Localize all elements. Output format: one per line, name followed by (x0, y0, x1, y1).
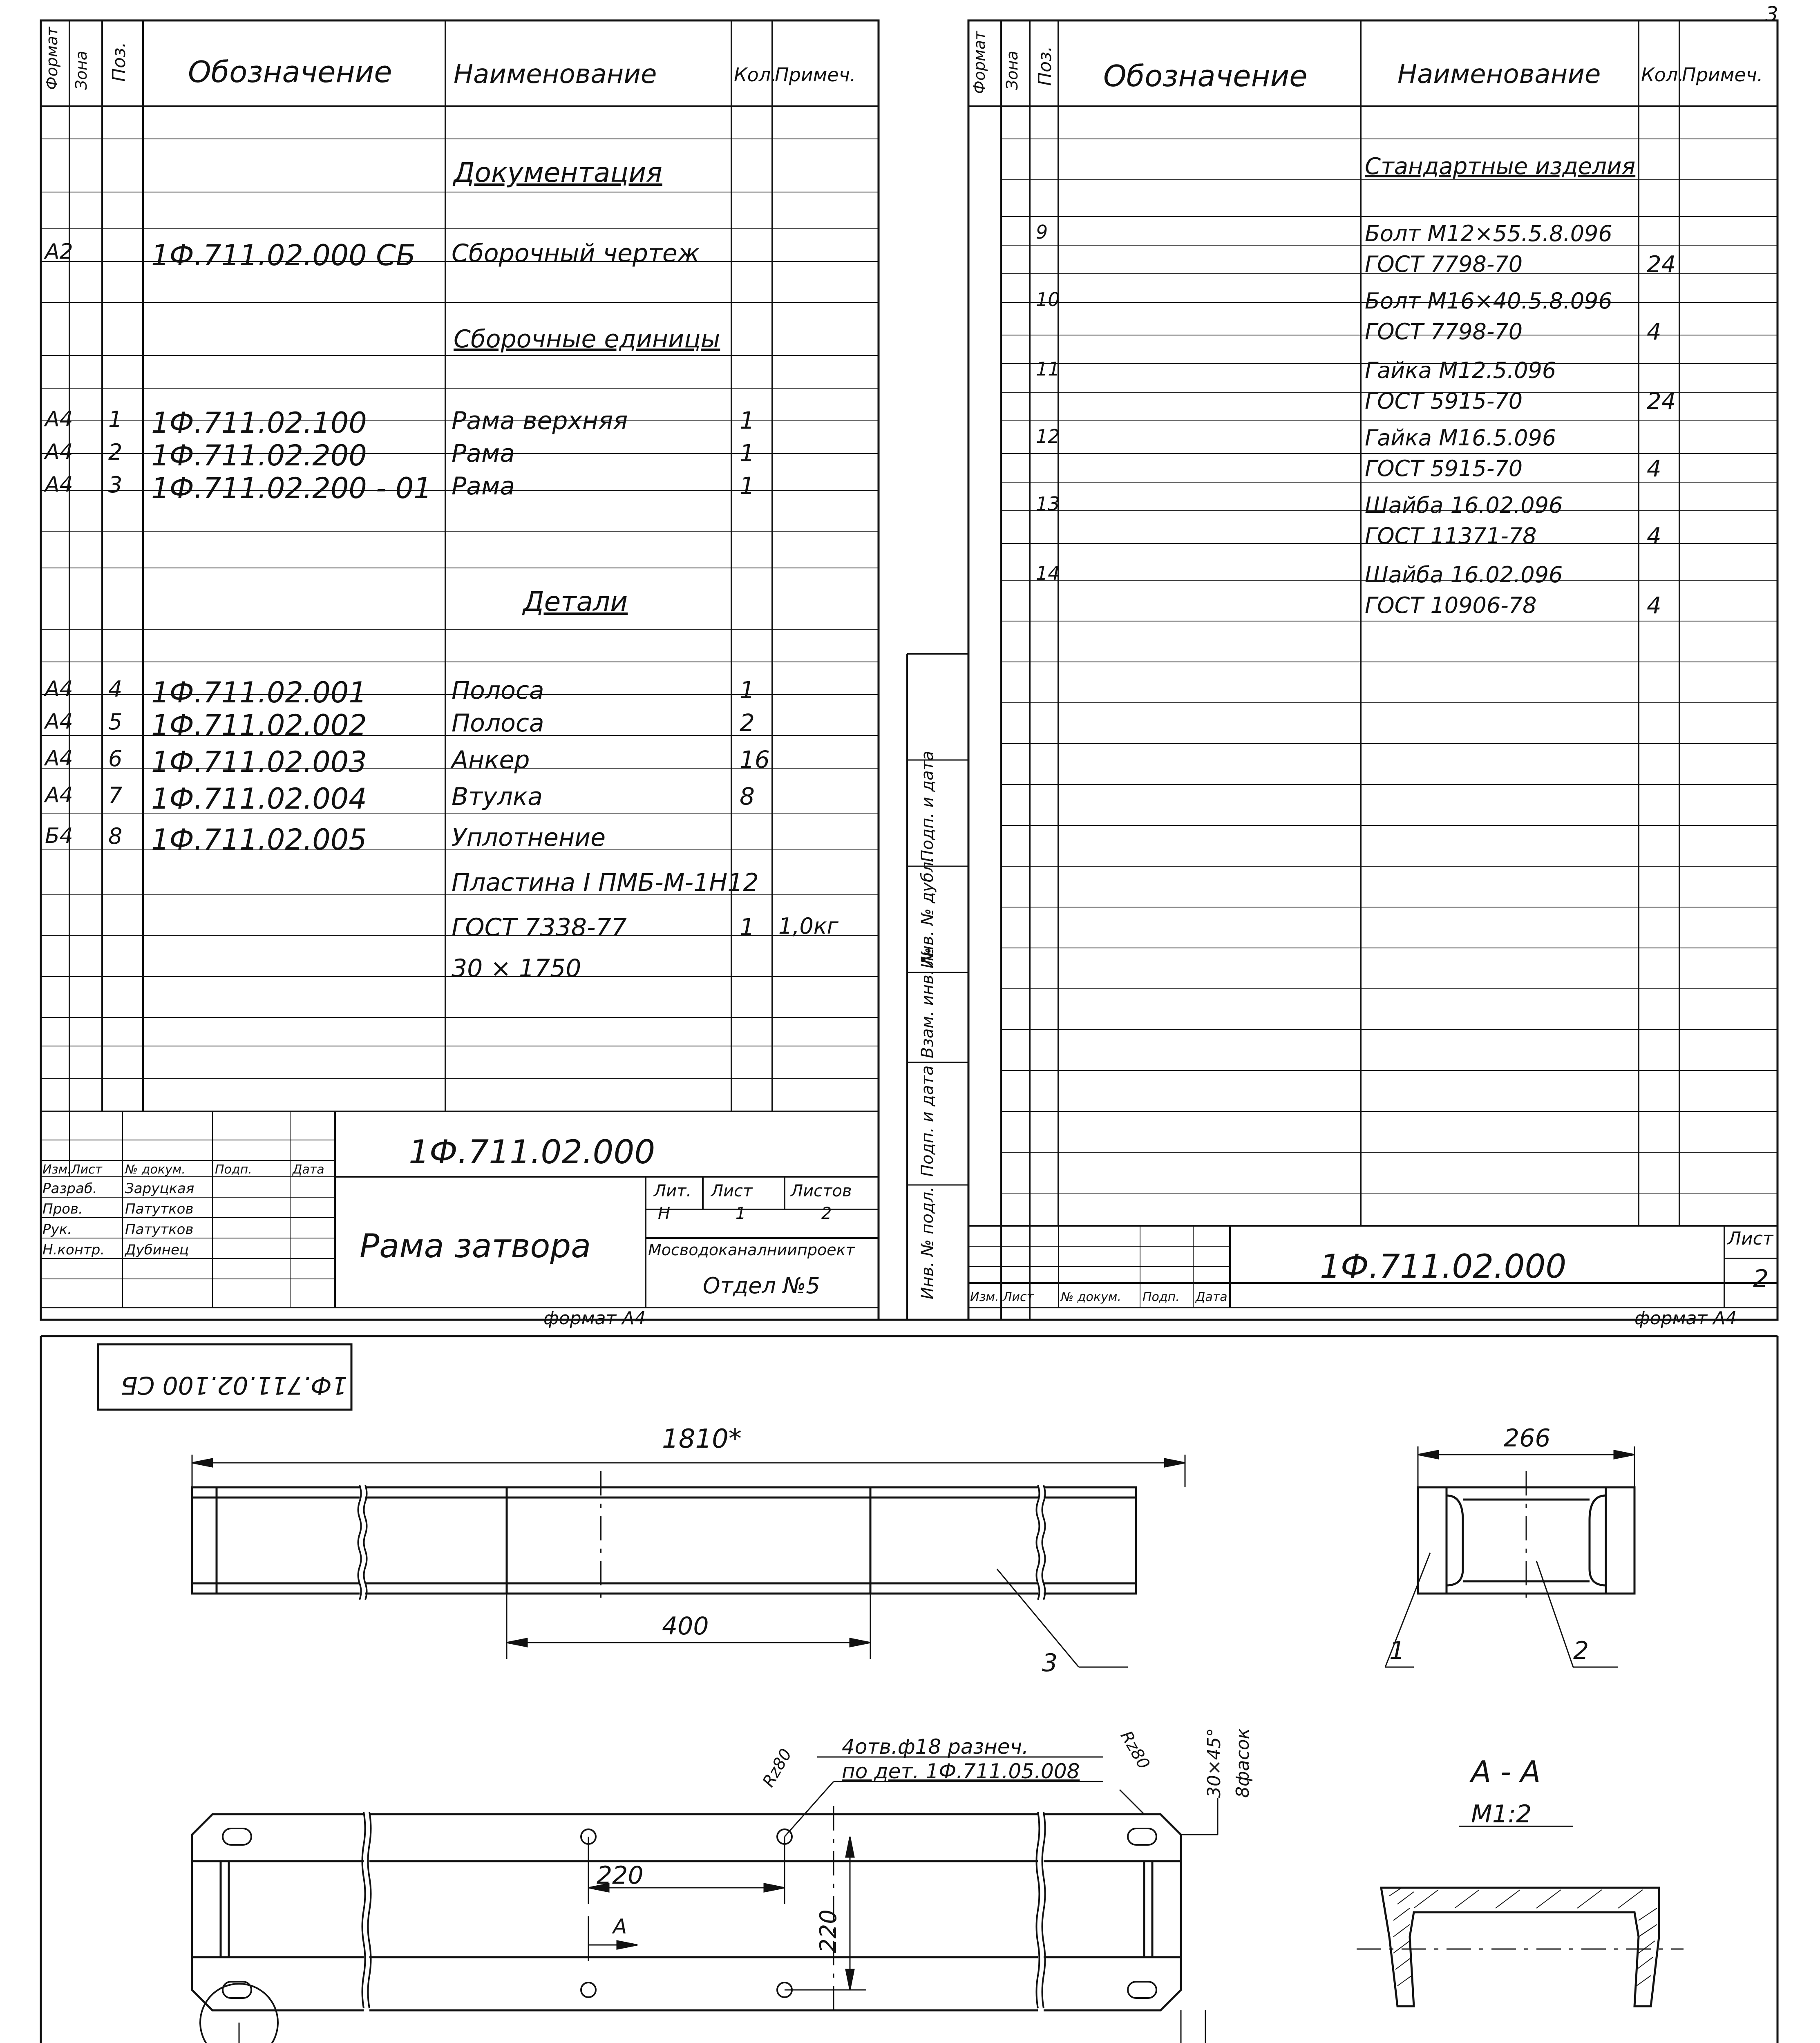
left-spec-name: 30 × 1750 (452, 954, 581, 983)
stamp-sign2: Подп. и дата (918, 751, 937, 862)
header-qty: Кол. (734, 64, 777, 86)
left-spec-format: А2 (45, 239, 73, 264)
section-assemblies: Сборочные единицы (454, 325, 720, 353)
right-spec-pos: 10 (1036, 288, 1060, 311)
chamfer-1: 30×45° (1204, 1728, 1225, 1798)
left-spec-format: А4 (45, 783, 73, 807)
right-spec-name: ГОСТ 11371-78 (1365, 523, 1537, 549)
right-spec-pos: 12 (1036, 425, 1060, 447)
left-spec-designation: 1Ф.711.02.200 - 01 (151, 472, 432, 505)
right-col-list: Лист (1003, 1290, 1034, 1304)
right-spec-pos: 9 (1036, 221, 1048, 243)
left-spec-name: Пластина I ПМБ-М-1Н12 (452, 868, 759, 897)
right-spec-qty: 24 (1647, 251, 1676, 278)
left-spec-name: Рама верхняя (452, 407, 628, 435)
left-person-check: Патутков (125, 1201, 194, 1217)
section-parts: Детали (523, 586, 628, 617)
page-number: 3 (1765, 2, 1778, 26)
right-title-designation: 1Ф.711.02.000 (1320, 1247, 1567, 1285)
header-name: Наименование (454, 59, 657, 89)
right-spec-qty: 4 (1647, 456, 1661, 482)
right-spec-name: ГОСТ 5915-70 (1365, 388, 1523, 414)
left-spec-qty: 2 (740, 709, 755, 737)
dim-266: 266 (1504, 1424, 1551, 1453)
left-role-norm: Н.контр. (42, 1242, 105, 1258)
left-sheets-head: Листов (791, 1182, 852, 1200)
left-spec-note: 1,0кг (778, 913, 838, 939)
left-org: Мосводоканалниипроект (648, 1241, 855, 1259)
right-col-doc: № докум. (1061, 1290, 1121, 1304)
stamp-dup: Инв. № дубл. (918, 856, 937, 968)
left-spec-format: А4 (45, 709, 73, 734)
right-spec-qty: 4 (1647, 523, 1661, 550)
left-spec-format: А4 (45, 440, 73, 464)
header-note-r: Примеч. (1682, 64, 1763, 86)
right-spec-name: Гайка М12.5.096 (1365, 358, 1556, 383)
stamp-inv: Инв. № подл. (918, 1187, 937, 1299)
left-spec-name: Полоса (452, 676, 544, 705)
section-aa-scale: М1:2 (1471, 1800, 1532, 1828)
left-spec-name: Полоса (452, 709, 544, 738)
header-name-r: Наименование (1397, 59, 1601, 89)
left-spec-designation: 1Ф.711.02.000 СБ (151, 239, 416, 272)
left-spec-pos: 1 (108, 407, 123, 432)
dim-220b: 220 (815, 1909, 842, 1953)
right-spec-name: Шайба 16.02.096 (1365, 562, 1563, 588)
left-col-sign: Подп. (215, 1162, 252, 1177)
right-col-sign: Подп. (1143, 1290, 1180, 1304)
left-sheet-head: Лист (711, 1182, 753, 1200)
note-holes2: по дет. 1Ф.711.05.008 (842, 1759, 1080, 1783)
right-spec-name: Шайба 16.02.096 (1365, 492, 1563, 518)
left-spec-pos: 7 (108, 782, 123, 808)
header-note: Примеч. (775, 64, 856, 86)
left-spec-name: Рама (452, 439, 515, 468)
left-spec-qty: 1 (740, 407, 755, 434)
left-spec-qty: 1 (740, 439, 755, 467)
left-spec-pos: 8 (108, 823, 123, 849)
right-format: формат А4 (1634, 1308, 1737, 1329)
right-spec-name: ГОСТ 7798-70 (1365, 319, 1523, 344)
left-spec-pos: 4 (108, 676, 123, 702)
left-spec-qty: 16 (740, 746, 770, 773)
left-lit: Н (658, 1204, 671, 1223)
header-qty-r: Кол. (1641, 64, 1684, 86)
left-sheets: 2 (821, 1204, 832, 1223)
section-standard: Стандартные изделия (1365, 153, 1636, 180)
left-spec-designation: 1Ф.711.02.200 (151, 439, 367, 472)
right-spec-name: Болт М16×40.5.8.096 (1365, 288, 1612, 314)
header-pos: Поз. (109, 42, 130, 82)
left-spec-designation: 1Ф.711.02.005 (151, 823, 367, 856)
dim-1810: 1810* (662, 1424, 742, 1454)
right-spec-name: ГОСТ 5915-70 (1365, 456, 1523, 481)
left-dept: Отдел №5 (703, 1273, 820, 1299)
left-title-name: Рама затвора (360, 1227, 591, 1265)
left-col-date: Дата (293, 1162, 324, 1177)
rz80-a: Rz80 (759, 1746, 796, 1790)
header-designation-r: Обозначение (1103, 59, 1308, 93)
left-col-doc: № докум. (125, 1162, 186, 1177)
stamp-sign1: Подп. и дата (918, 1065, 937, 1177)
right-spec-name: Болт М12×55.5.8.096 (1365, 221, 1612, 246)
section-docs: Документация (454, 157, 662, 188)
section-aa-title: А - А (1471, 1755, 1541, 1789)
left-spec-name: Втулка (452, 782, 543, 811)
left-spec-name: ГОСТ 7338-77 (452, 913, 627, 942)
dim-220a: 220 (597, 1861, 644, 1890)
left-col-list: Лист (71, 1162, 103, 1177)
left-spec-format: А4 (45, 746, 73, 771)
left-person-head: Патутков (125, 1221, 194, 1238)
left-sheet: 1 (736, 1204, 746, 1223)
left-spec-format: А4 (45, 677, 73, 701)
header-format-r: Формат (970, 31, 988, 94)
right-spec-qty: 4 (1647, 319, 1661, 345)
left-role-dev: Разраб. (42, 1180, 97, 1197)
callout-2: 2 (1573, 1636, 1589, 1665)
section-mark-a-top: A (613, 1915, 627, 1938)
left-format: формат А4 (543, 1308, 646, 1329)
left-spec-name: Анкер (452, 746, 530, 774)
left-spec-qty: 8 (740, 782, 755, 810)
dim-400: 400 (662, 1612, 709, 1641)
chamfer-2: 8фасок (1232, 1728, 1253, 1798)
left-spec-name: Уплотнение (452, 823, 606, 852)
left-spec-format: А4 (45, 472, 73, 497)
right-spec-pos: 14 (1036, 562, 1060, 584)
left-spec-pos: 2 (108, 439, 123, 465)
stamp-replace: Взам. инв. № (918, 947, 937, 1058)
right-sheet: 2 (1753, 1265, 1769, 1293)
right-spec-name: ГОСТ 7798-70 (1365, 251, 1523, 277)
right-sheet-head: Лист (1728, 1228, 1773, 1249)
left-spec-designation: 1Ф.711.02.004 (151, 782, 367, 816)
left-spec-name: Рама (452, 472, 515, 501)
right-spec-pos: 13 (1036, 493, 1060, 515)
left-spec-qty: 1 (740, 676, 755, 704)
header-zone: Зона (72, 51, 90, 90)
left-spec-pos: 6 (108, 746, 123, 771)
left-spec-designation: 1Ф.711.02.002 (151, 709, 367, 742)
left-spec-designation: 1Ф.711.02.100 (151, 406, 367, 440)
left-role-check: Пров. (42, 1201, 83, 1217)
left-spec-pos: 3 (108, 472, 123, 498)
callout-3: 3 (1042, 1649, 1058, 1677)
header-format: Формат (43, 27, 61, 90)
right-spec-qty: 24 (1647, 388, 1676, 415)
right-col-date: Дата (1196, 1290, 1227, 1304)
left-spec-name: Сборочный чертеж (452, 239, 700, 268)
left-spec-format: Б4 (45, 824, 73, 848)
header-designation: Обозначение (188, 55, 392, 89)
left-role-head: Рук. (42, 1221, 72, 1238)
header-zone-r: Зона (1003, 51, 1021, 90)
rz80-b: Rz80 (1116, 1728, 1154, 1773)
left-col-izm: Изм. (42, 1162, 72, 1177)
left-person-norm: Дубинец (125, 1242, 189, 1258)
left-spec-designation: 1Ф.711.02.003 (151, 745, 367, 779)
left-spec-pos: 5 (108, 709, 123, 735)
left-lit-head: Лит. (654, 1182, 692, 1200)
left-spec-format: А4 (45, 407, 73, 431)
right-spec-name: Гайка М16.5.096 (1365, 425, 1556, 451)
right-spec-name: ГОСТ 10906-78 (1365, 592, 1537, 618)
left-person-dev: Заруцкая (125, 1180, 195, 1197)
rotated-code: 1Ф.711.02.100 СБ (121, 1371, 347, 1399)
header-pos-r: Поз. (1035, 46, 1055, 86)
note-holes1: 4отв.ф18 разнеч. (842, 1735, 1029, 1759)
right-spec-qty: 4 (1647, 592, 1661, 619)
left-spec-qty: 1 (740, 472, 755, 500)
left-spec-designation: 1Ф.711.02.001 (151, 676, 367, 709)
callout-1: 1 (1389, 1636, 1405, 1665)
left-title-designation: 1Ф.711.02.000 (409, 1133, 655, 1171)
right-spec-pos: 11 (1036, 358, 1060, 380)
left-spec-qty: 1 (740, 913, 755, 941)
right-col-izm: Изм. (970, 1290, 999, 1304)
